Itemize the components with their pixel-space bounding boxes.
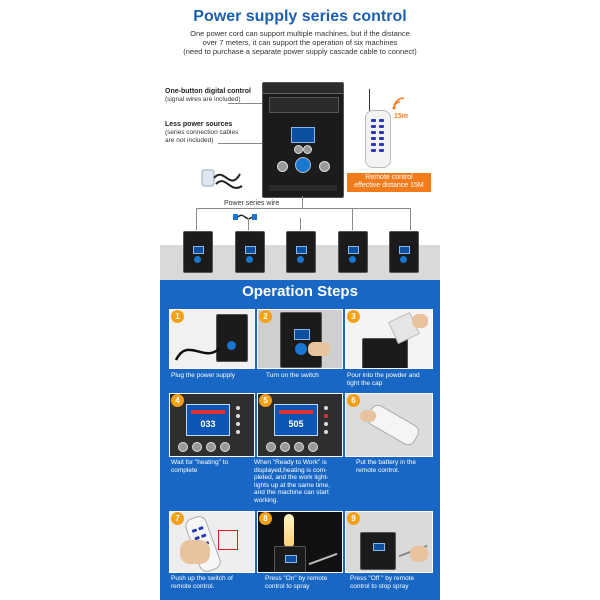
step-8-caption: Press "On" by remote control to spray	[265, 575, 328, 590]
connector-line	[410, 208, 411, 230]
step-3-caption: Pour into the powder and tight the cap	[347, 372, 420, 387]
control-label-note: (signal wires are included)	[165, 96, 241, 103]
machine-device	[262, 82, 344, 198]
step-4-badge: 4	[171, 394, 184, 407]
connector-line	[196, 208, 197, 230]
step-5-lcd-value: 505	[288, 419, 304, 429]
step-3-badge: 3	[347, 310, 360, 323]
page-title: Power supply series control	[193, 8, 407, 25]
connector-line	[196, 208, 410, 209]
step-9-caption: Press "Off " by remote control to stop spray	[350, 575, 415, 590]
step-6-caption: Put the battery in the remote control.	[356, 459, 416, 474]
power-label-note-2: are not included)	[165, 137, 214, 144]
switch-highlight	[218, 530, 238, 550]
step-6-badge: 6	[347, 394, 360, 407]
power-connector-icon	[295, 157, 311, 173]
power-label-title: Less power sources	[165, 121, 233, 128]
step-9-badge: 9	[347, 512, 360, 525]
steps-title: Operation Steps	[242, 283, 358, 300]
step-7-caption: Push up the switch of remote control.	[171, 575, 233, 590]
step-2-caption: Turn on the switch	[266, 372, 319, 379]
remote-distance-box	[347, 173, 431, 192]
step-4-caption: Wait for "heating" to complete	[171, 459, 229, 474]
leader-line	[218, 143, 264, 144]
series-machine	[338, 231, 368, 273]
control-label-title: One-button digital control	[165, 88, 251, 95]
connector-line	[352, 208, 353, 230]
step-7-badge: 7	[171, 512, 184, 525]
remote-distance-line-1: Remote control	[365, 174, 413, 181]
step-5-lcd	[274, 404, 318, 436]
step-5-badge: 5	[259, 394, 272, 407]
series-machine	[286, 231, 316, 273]
remote-antenna	[369, 89, 370, 111]
step-4-lcd	[186, 404, 230, 436]
step-5-caption: When "Ready to Work" is displayed,heating is com- pleted, and the work light- lights up at the same time, and the machine can start working.	[254, 459, 330, 504]
step-1-badge: 1	[171, 310, 184, 323]
header-line-1: One power cord can support multiple machines, but if the distance	[190, 29, 410, 38]
header-line-3: (need to purchase a separate power supply cascade cable to connect)	[183, 47, 417, 56]
power-label-note-1: (series connection cables	[165, 129, 239, 136]
signal-cable-icon	[200, 164, 244, 194]
series-machine	[183, 231, 213, 273]
step-4-lcd-value: 033	[200, 419, 216, 429]
connector-line	[302, 196, 303, 208]
connector-line	[300, 218, 301, 230]
header-line-2: over 7 meters, it can support the operation of six machines	[202, 38, 398, 47]
device-screen	[291, 127, 315, 143]
remote-control	[365, 110, 391, 168]
step-8-badge: 8	[259, 512, 272, 525]
leader-line	[228, 103, 264, 104]
remote-distance-line-2: effective distance 15M	[354, 182, 424, 189]
series-machine	[389, 231, 419, 273]
series-wire-icon	[232, 211, 258, 223]
series-machine	[235, 231, 265, 273]
distance-badge: 15m	[394, 113, 409, 120]
step-1-caption: Plug the power supply	[171, 372, 235, 379]
step-2-badge: 2	[259, 310, 272, 323]
wireless-signal-icon	[392, 96, 408, 110]
power-series-wire-label: Power series wire	[224, 200, 280, 207]
connector-line	[248, 218, 249, 230]
